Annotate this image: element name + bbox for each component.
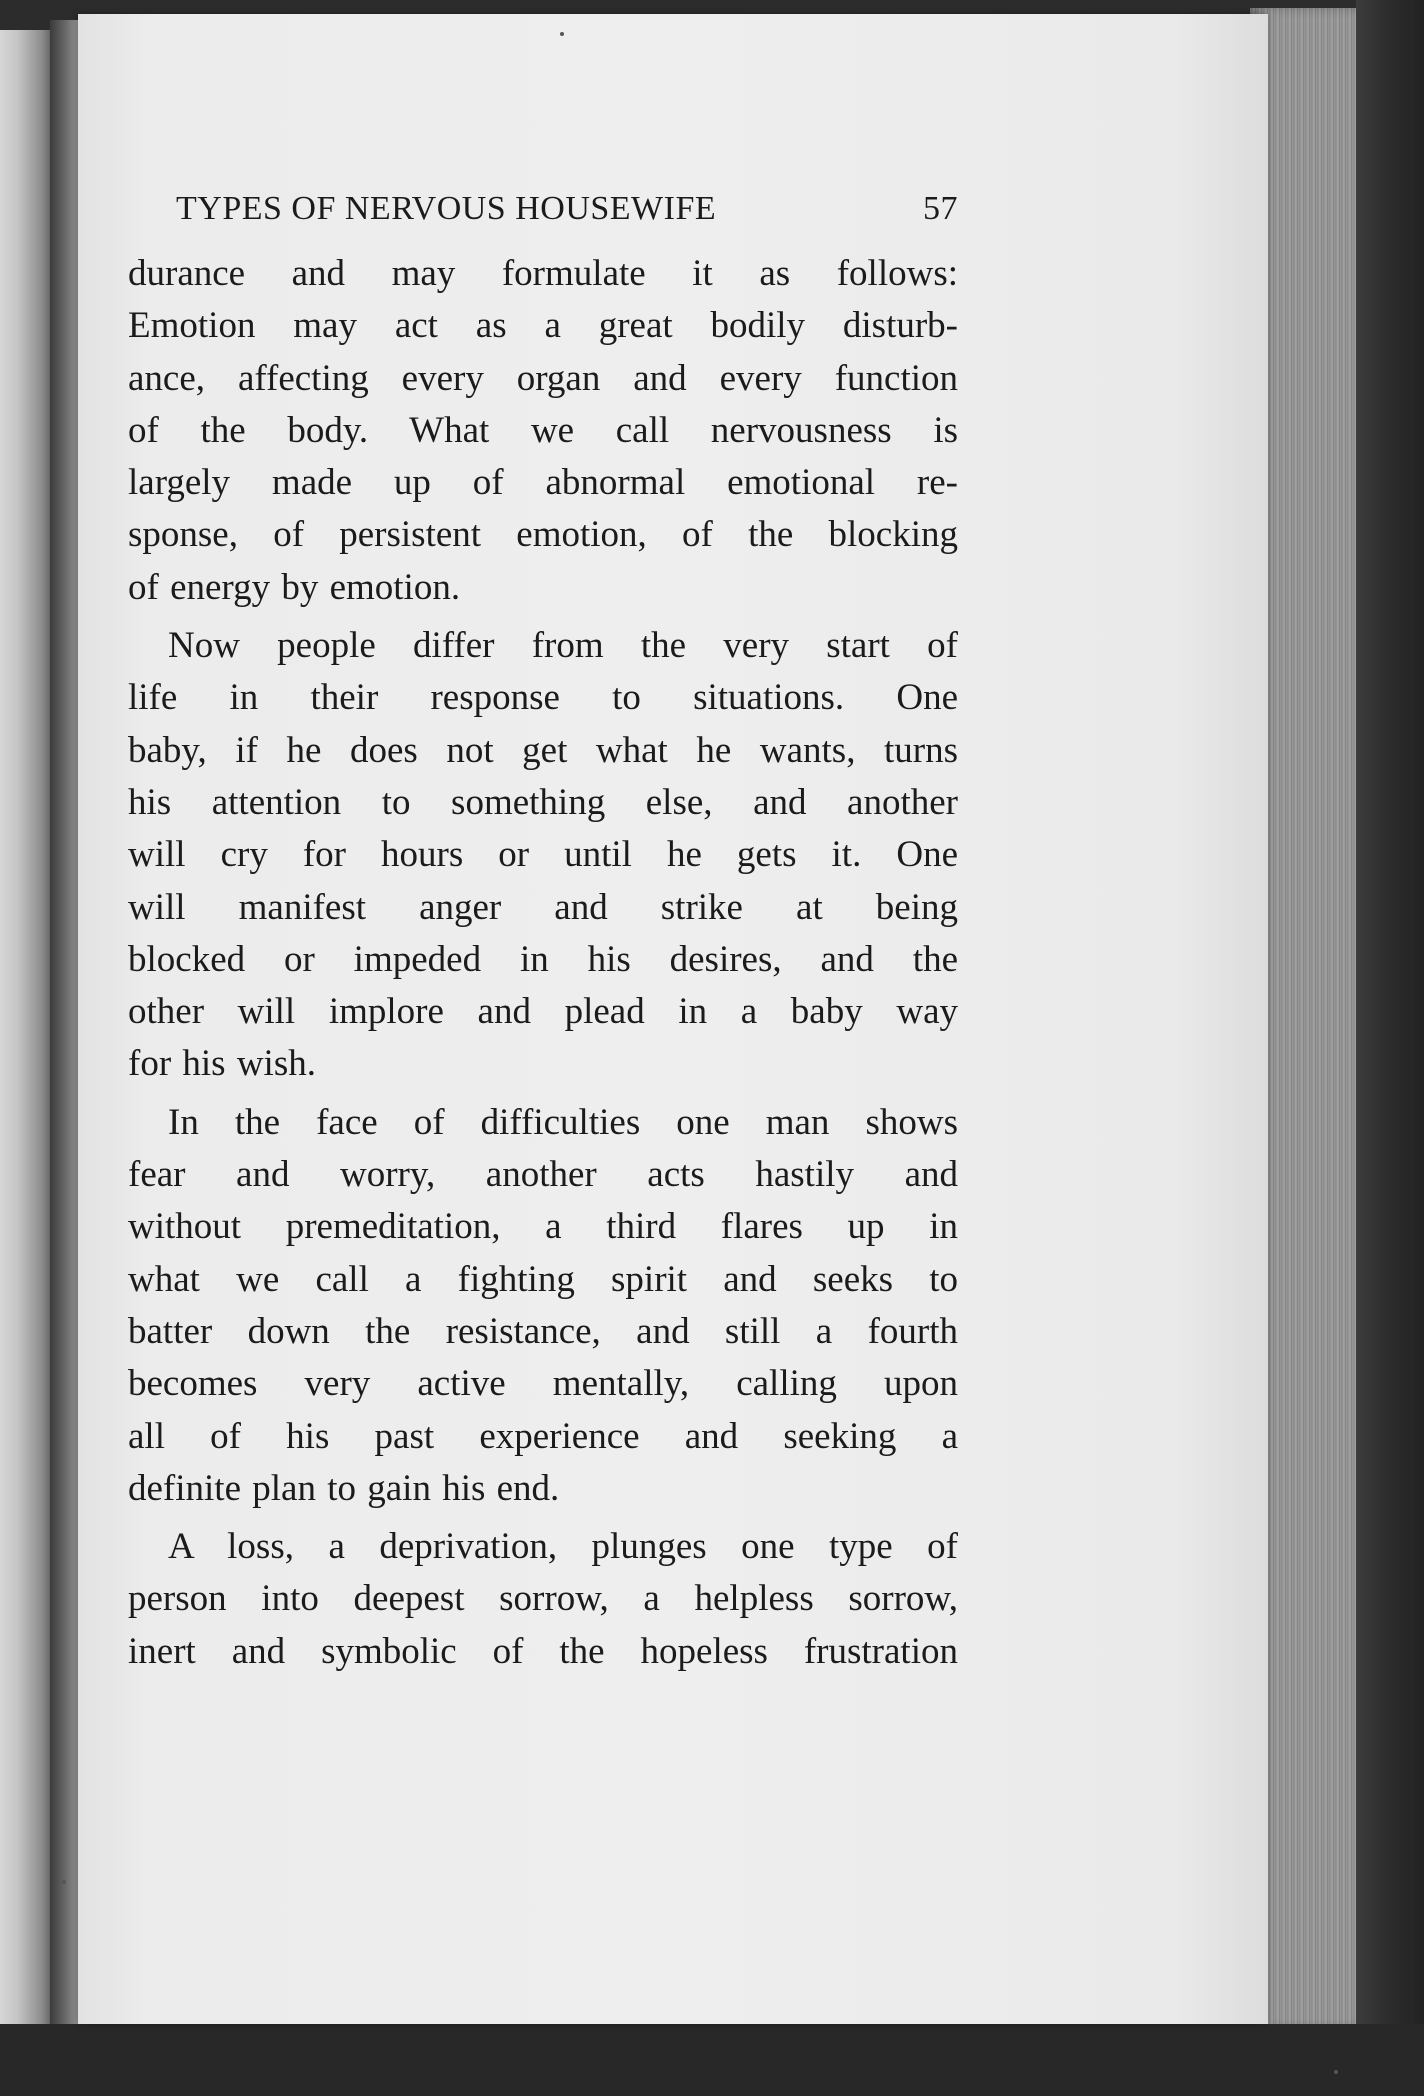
text-line: Now people differ from the very start of xyxy=(168,625,958,667)
paragraph-1 xyxy=(128,248,958,614)
text-line: baby, if he does not get what he wants, turns xyxy=(128,729,958,771)
text-line: his attention to something else, and another xyxy=(128,781,958,823)
text-line: for his wish. xyxy=(128,1043,316,1085)
paragraph-3 xyxy=(128,1097,958,1515)
text-line: of energy by emotion. xyxy=(128,566,461,608)
bottom-background xyxy=(0,2024,1424,2096)
page-text xyxy=(128,190,958,1684)
text-line: becomes very active mentally, calling upon xyxy=(128,1363,958,1405)
text-line: person into deepest sorrow, a helpless sorrow, xyxy=(128,1578,958,1620)
text-line: fear and worry, another acts hastily and xyxy=(128,1154,958,1196)
text-line: life in their response to situations. One xyxy=(128,677,958,719)
dust-speck xyxy=(560,32,564,36)
text-line: inert and symbolic of the hopeless frustration xyxy=(128,1630,958,1672)
text-line: sponse, of persistent emotion, of the blocking xyxy=(128,514,958,556)
text-line: without premeditation, a third flares up in xyxy=(128,1206,958,1248)
text-line: batter down the resistance, and still a fourth xyxy=(128,1310,958,1352)
page-number: 57 xyxy=(923,190,958,227)
text-line: Emotion may act as a great bodily disturb- xyxy=(128,305,958,347)
paragraph-4 xyxy=(128,1521,958,1678)
text-line: other will implore and plead in a baby way xyxy=(128,991,958,1033)
book-cover-edge xyxy=(1356,0,1424,2096)
text-line: durance and may formulate it as follows: xyxy=(128,253,958,294)
running-header xyxy=(176,190,958,238)
dust-speck xyxy=(62,1880,66,1884)
text-line: blocked or impeded in his desires, and the xyxy=(128,938,958,980)
text-line: what we call a fighting spirit and seeks to xyxy=(128,1258,958,1300)
text-line: will manifest anger and strike at being xyxy=(128,886,958,928)
paragraph-2 xyxy=(128,620,958,1091)
text-line: all of his past experience and seeking a xyxy=(128,1415,958,1457)
running-title: TYPES OF NERVOUS HOUSEWIFE xyxy=(176,190,717,227)
text-line: will cry for hours or until he gets it. One xyxy=(128,834,958,876)
text-line: largely made up of abnormal emotional re- xyxy=(128,462,958,504)
dust-speck xyxy=(1334,2070,1338,2074)
text-line: definite plan to gain his end. xyxy=(128,1467,560,1509)
text-line: of the body. What we call nervousness is xyxy=(128,409,958,451)
text-line: ance, affecting every organ and every function xyxy=(128,357,958,399)
text-line: A loss, a deprivation, plunges one type of xyxy=(168,1526,958,1568)
text-line: In the face of difficulties one man shows xyxy=(168,1101,958,1143)
